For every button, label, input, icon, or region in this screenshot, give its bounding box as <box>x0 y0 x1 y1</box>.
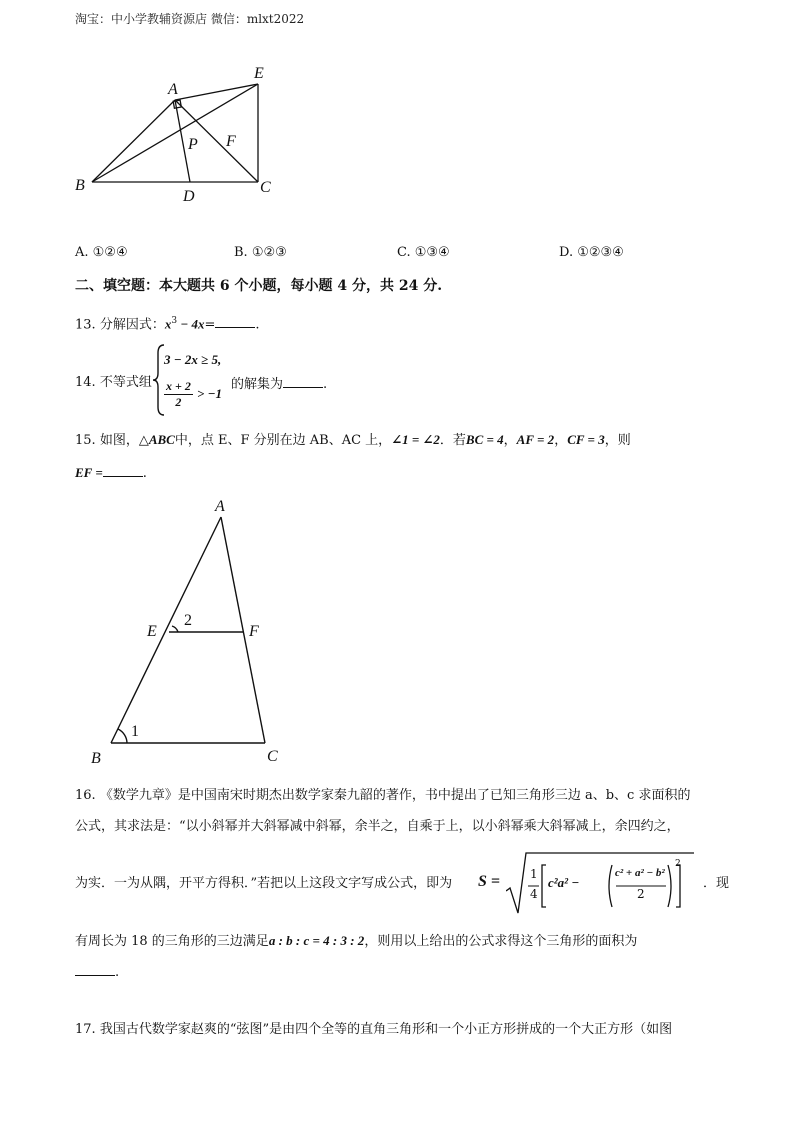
question-16-line3: 为实．一为从隅，开平方得积．”若把以上这段文字写成公式，即为 <box>75 876 453 891</box>
text-segment: 有周长为 18 的三角形的三边满足 <box>75 934 269 949</box>
inequality-1: 3 − 2x ≥ 5, <box>164 352 222 367</box>
label-B: B <box>75 177 85 194</box>
choice-d[interactable]: D. ①②③④ <box>559 245 624 260</box>
choice-a[interactable]: A. ①②④ <box>75 245 128 260</box>
question-prompt: 不等式组 <box>99 375 152 390</box>
inner-den: 2 <box>637 887 645 901</box>
label-C: C <box>267 748 278 765</box>
label-F: F <box>226 133 236 150</box>
text-segment: 《数学九章》是中国南宋时期杰出数学家秦九韶的著作，书中提出了已知三角形三边 a、b、c 求面积的 <box>99 788 691 803</box>
label-P: P <box>188 136 198 153</box>
formula-s: S = <box>478 873 501 890</box>
question-16-line1 <box>75 786 690 806</box>
question-number: 16. <box>75 788 96 803</box>
inequality-2 <box>164 379 222 410</box>
question-16-line2: 公式，其求法是：“以小斜幂并大斜幂减中斜幂，余半之，自乘于上，以小斜幂乘大斜幂减上，余四约之， <box>75 819 680 834</box>
text-segment: 中，点 E、F 分别在边 AB、AC 上， <box>174 433 392 448</box>
answer-blank[interactable] <box>283 373 323 388</box>
period: . <box>323 377 328 392</box>
question-15-line2 <box>75 462 147 484</box>
question-16-line5 <box>75 961 119 983</box>
label-D: D <box>183 188 195 205</box>
cf-value: CF = 3 <box>567 432 605 447</box>
text-segment: ．若 <box>439 433 466 448</box>
label-E: E <box>254 65 264 82</box>
question-14-tail <box>231 373 327 395</box>
question-number: 14. <box>75 375 96 390</box>
page-header: 淘宝：中小学教辅资源店 微信：mlxt2022 <box>75 12 305 26</box>
period: . <box>115 965 120 980</box>
question-number: 13. <box>75 317 96 333</box>
text-segment: 如图， <box>99 433 139 448</box>
label-E: E <box>147 623 157 640</box>
tail-text: 的解集为 <box>231 377 284 392</box>
question-13 <box>75 311 260 335</box>
answer-blank[interactable] <box>215 313 255 328</box>
inner-num: c² + a² − b² <box>615 867 665 879</box>
inequality-rest: > −1 <box>196 386 223 401</box>
question-number: 17. <box>75 1022 96 1037</box>
frac-den: 4 <box>530 887 538 901</box>
angle-label-2: 2 <box>184 612 192 629</box>
text-segment: 我国古代数学家赵爽的“弦图”是由四个全等的直角三角形和一个小正方形拼成的一个大正方形（如图 <box>99 1022 673 1037</box>
label-F: F <box>249 623 259 640</box>
side-ratio: a : b : c = 4 : 3 : 2 <box>268 933 365 948</box>
period: . <box>142 466 147 481</box>
fraction-denominator: 2 <box>175 395 182 409</box>
equals-sign: = <box>204 317 216 333</box>
question-15-line1: 15. 如图，△ABC中，点 E、F 分别在边 AB、AC 上，∠1 = ∠2．若BC = 4，AF = 2，CF = 3，则 <box>75 432 631 448</box>
label-C: C <box>260 179 271 196</box>
ef-label: EF = <box>75 465 103 480</box>
label-A: A <box>215 498 225 515</box>
answer-blank[interactable] <box>103 462 143 477</box>
label-B: B <box>91 750 101 767</box>
expr-exponent: 3 <box>171 316 178 326</box>
question-17-line1 <box>75 1020 672 1040</box>
section-heading: 二、填空题：本大题共 6 个小题，每小题 4 分，共 24 分. <box>75 278 443 294</box>
exponent-2: 2 <box>675 859 681 869</box>
period: . <box>255 317 260 333</box>
question-prompt: 分解因式： <box>99 317 165 333</box>
text-segment: ，则 <box>604 433 631 448</box>
frac-num: 1 <box>530 867 538 881</box>
geometry-figure-1 <box>70 60 290 210</box>
geometry-figure-2 <box>85 495 295 770</box>
question-16-line3-tail: ．现 <box>703 876 730 891</box>
expr-rest: − 4x <box>177 316 205 332</box>
bc-value: BC = 4 <box>465 432 504 447</box>
fraction-numerator: x + 2 <box>166 379 191 393</box>
expr-base: x <box>164 316 172 332</box>
question-14-number <box>75 373 152 393</box>
term-c2a2: c²a² − <box>548 875 580 890</box>
triangle-abc: △ABC <box>138 432 175 447</box>
choice-c[interactable]: C. ①③④ <box>397 245 450 260</box>
question-number: 15. <box>75 433 96 448</box>
angle-equation: ∠1 = ∠2 <box>391 432 440 447</box>
label-A: A <box>168 81 178 98</box>
angle-label-1: 1 <box>131 723 139 740</box>
answer-blank[interactable] <box>75 961 115 976</box>
choice-b[interactable]: B. ①②③ <box>234 245 287 260</box>
af-value: AF = 2 <box>516 432 555 447</box>
heron-formula <box>478 851 703 915</box>
text-segment: ，则用以上给出的公式求得这个三角形的面积为 <box>364 934 638 949</box>
question-16-line4 <box>75 931 637 952</box>
